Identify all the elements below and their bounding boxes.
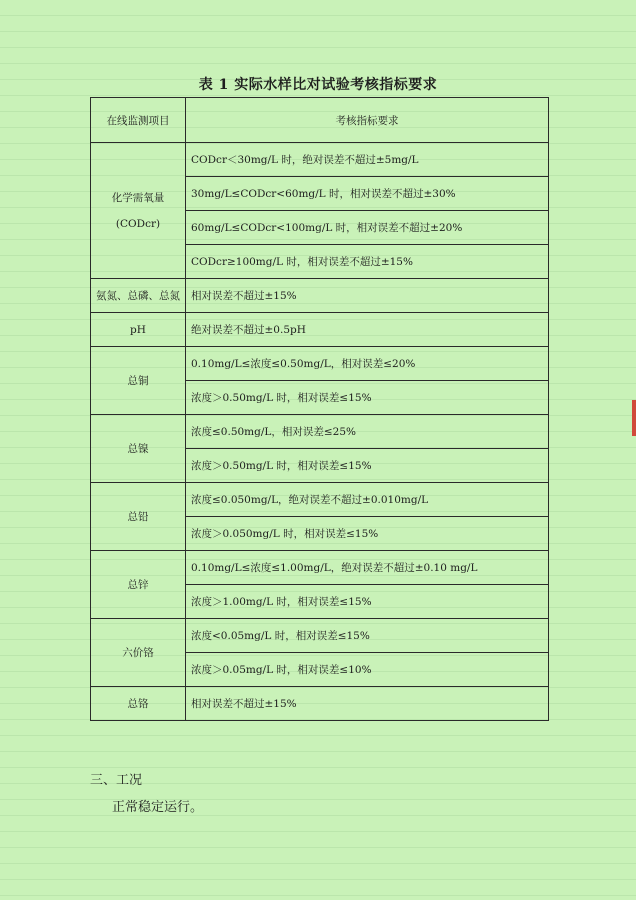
edge-stamp-mark: [632, 400, 636, 436]
table-header-row: [91, 98, 549, 143]
item-cod-label: 化学需氧量 (CODcr): [111, 191, 165, 230]
requirement-cell: 60mg/L≤CODcr<100mg/L 时，相对误差不超过±20%: [186, 211, 549, 245]
item-ph: pH: [91, 313, 186, 347]
requirement-cell: 浓度<0.05mg/L 时，相对误差≤15%: [186, 619, 549, 653]
item-lead: 总铅: [91, 483, 186, 551]
header-item: 在线监测项目: [91, 98, 186, 143]
requirement-cell: 0.10mg/L≤浓度≤0.50mg/L，相对误差≤20%: [186, 347, 549, 381]
requirement-cell: 相对误差不超过±15%: [186, 687, 549, 721]
requirement-cell: CODcr≥100mg/L 时，相对误差不超过±15%: [186, 245, 549, 279]
table-row: [91, 313, 549, 347]
requirement-cell: 相对误差不超过±15%: [186, 279, 549, 313]
item-nickel: 总镍: [91, 415, 186, 483]
requirement-cell: CODcr＜30mg/L 时，绝对误差不超过±5mg/L: [186, 143, 549, 177]
item-copper: 总铜: [91, 347, 186, 415]
table-row: [91, 143, 549, 177]
requirement-cell: 浓度＞0.50mg/L 时，相对误差≤15%: [186, 381, 549, 415]
item-hexavalent-chromium: 六价铬: [91, 619, 186, 687]
item-cod: [91, 143, 186, 279]
item-nitrogen-phosphorus: 氨氮、总磷、总氮: [91, 279, 186, 313]
requirement-cell: 0.10mg/L≤浓度≤1.00mg/L，绝对误差不超过±0.10 mg/L: [186, 551, 549, 585]
requirement-cell: 浓度＞0.05mg/L 时，相对误差≤10%: [186, 653, 549, 687]
table-title: 表 1 实际水样比对试验考核指标要求: [198, 77, 438, 93]
table-row: [91, 347, 549, 381]
requirement-cell: 浓度＞1.00mg/L 时，相对误差≤15%: [186, 585, 549, 619]
requirement-cell: 30mg/L≤CODcr<60mg/L 时，相对误差不超过±30%: [186, 177, 549, 211]
requirement-cell: 浓度≤0.50mg/L，相对误差≤25%: [186, 415, 549, 449]
table-row: [91, 551, 549, 585]
requirement-cell: 浓度≤0.050mg/L，绝对误差不超过±0.010mg/L: [186, 483, 549, 517]
table-row: [91, 619, 549, 653]
table-row: [91, 483, 549, 517]
requirement-cell: 浓度＞0.050mg/L 时，相对误差≤15%: [186, 517, 549, 551]
requirement-cell: 绝对误差不超过±0.5pH: [186, 313, 549, 347]
header-requirement: 考核指标要求: [186, 98, 549, 143]
item-total-chromium: 总铬: [91, 687, 186, 721]
section-heading: 三、工况: [90, 773, 143, 788]
table-row: [91, 415, 549, 449]
section-body: 正常稳定运行。: [112, 800, 204, 815]
assessment-table: [90, 97, 549, 721]
table-row: [91, 687, 549, 721]
item-zinc: 总锌: [91, 551, 186, 619]
table-row: [91, 279, 549, 313]
requirement-cell: 浓度＞0.50mg/L 时，相对误差≤15%: [186, 449, 549, 483]
